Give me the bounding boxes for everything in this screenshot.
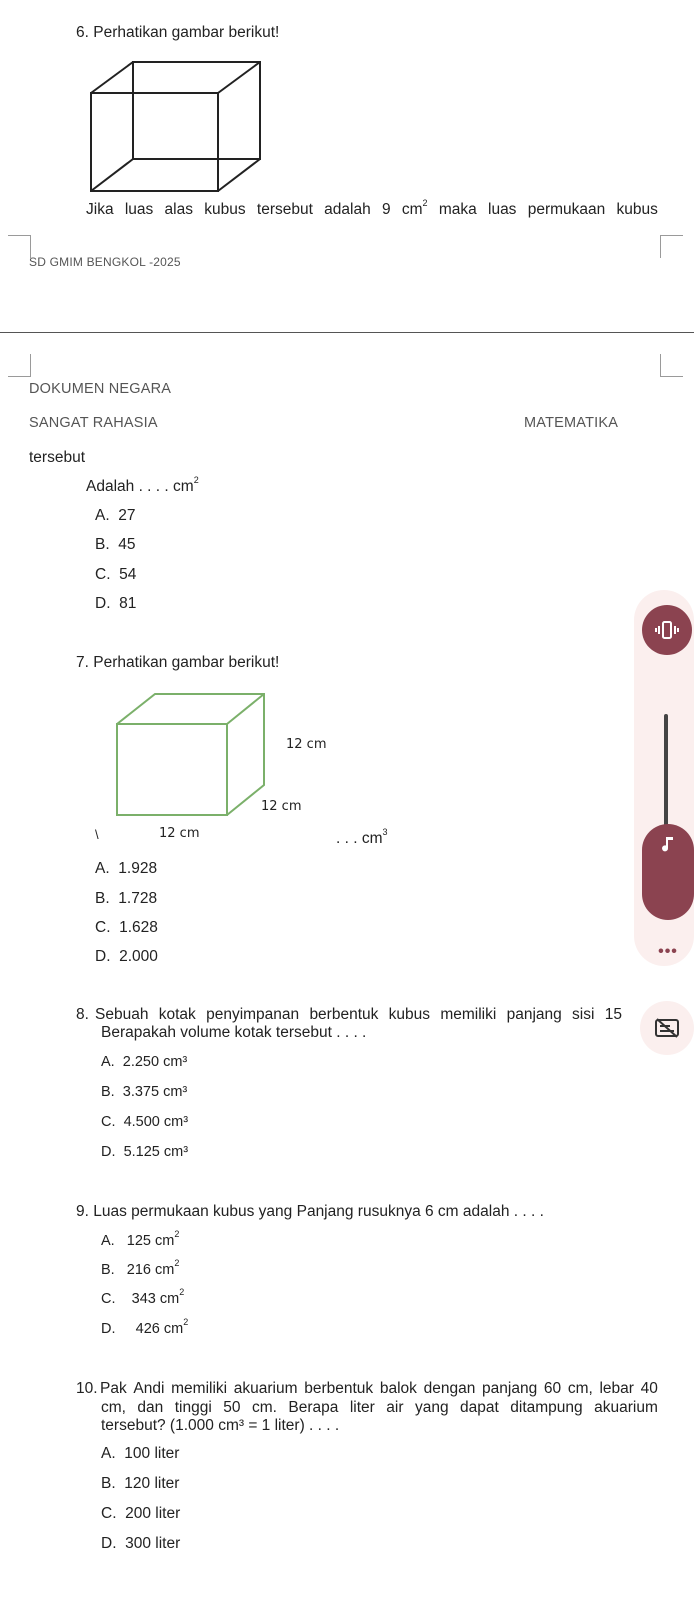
q6-number: 6.: [76, 24, 89, 41]
q6-option[interactable]: D. 81: [95, 595, 137, 612]
q6-word: kubus: [204, 201, 246, 218]
q8-question-line2: Berapakah volume kotak tersebut . . . .: [101, 1024, 367, 1041]
q6-title: [76, 24, 279, 42]
crop-mark: [660, 354, 683, 377]
q6-word: Jika: [86, 201, 114, 218]
q7-stem: . . . $cm^3$: [336, 826, 388, 847]
q6-word: tersebut: [256, 201, 313, 218]
q7-prompt: Perhatikan gambar berikut!: [93, 654, 280, 671]
q7-stray-mark: \: [95, 827, 99, 842]
q6-word: maka: [438, 201, 477, 218]
q10-option[interactable]: B. 120 liter: [101, 1475, 180, 1492]
volume-slider-track[interactable]: [664, 714, 668, 834]
q7-label-width: 12 cm: [159, 826, 200, 841]
q9-option[interactable]: C. 343 $cm^2$: [101, 1287, 185, 1307]
q10-question-line3: tersebut? (1.000 cm³ = 1 liter) . . . .: [101, 1417, 340, 1434]
more-options-button[interactable]: •••: [658, 943, 678, 960]
header-secrecy-label: SANGAT RAHASIA: [29, 415, 158, 431]
q6-prompt: Perhatikan gambar berikut!: [93, 24, 280, 41]
q9-number: 9.: [76, 1203, 89, 1220]
q6-word: luas: [488, 201, 517, 218]
q6-cube-figure: [88, 58, 264, 196]
crop-mark: [8, 235, 31, 258]
q10-option[interactable]: D. 300 liter: [101, 1535, 181, 1552]
q7-number: 7.: [76, 654, 89, 671]
q10-question-line2: cm, dan tinggi 50 cm. Berapa liter air yang dapat ditampung akuarium: [101, 1399, 658, 1416]
q6-unit: $cm^2$: [401, 197, 428, 218]
captions-off-icon: [654, 1017, 680, 1039]
vibrate-icon: [655, 619, 679, 641]
header-subject: MATEMATIKA: [524, 415, 619, 431]
q8-option[interactable]: C. 4.500 cm³: [101, 1114, 189, 1130]
q6-question-line: [86, 197, 658, 219]
q10-option[interactable]: C. 200 liter: [101, 1505, 181, 1522]
q6-answer-stem: Adalah . . . . $cm^2$: [86, 474, 199, 495]
page-footer: SD GMIM BENGKOL -2025: [29, 255, 181, 269]
q8-option[interactable]: D. 5.125 cm³: [101, 1144, 189, 1160]
q7-label-height: 12 cm: [286, 737, 327, 752]
q7-option[interactable]: D. 2.000: [95, 948, 158, 965]
q6-word: permukaan: [527, 201, 606, 218]
q6-continuation: tersebut: [29, 449, 86, 466]
crop-mark: [8, 354, 31, 377]
volume-slider-thumb[interactable]: [642, 824, 694, 920]
live-caption-button[interactable]: [640, 1001, 694, 1055]
q10-number: 10.: [76, 1380, 98, 1397]
q7-option[interactable]: A. 1.928: [95, 860, 158, 877]
q7-label-depth: 12 cm: [261, 799, 302, 814]
q9-title: [76, 1203, 544, 1221]
q9-text: Luas permukaan kubus yang Panjang rusuknya 6 cm adalah . . . .: [93, 1203, 544, 1220]
q6-word: adalah: [324, 201, 371, 218]
page-divider: [0, 332, 694, 333]
q8-number: 8.: [76, 1006, 89, 1023]
q7-option[interactable]: B. 1.728: [95, 890, 158, 907]
q6-word: 9: [381, 201, 391, 218]
q6-word: kubus: [616, 201, 658, 218]
q9-option[interactable]: D. 426 $cm^2$: [101, 1317, 189, 1337]
q7-option[interactable]: C. 1.628: [95, 919, 158, 936]
q9-option[interactable]: A. 125 $cm^2$: [101, 1229, 180, 1249]
q7-cube-figure: [114, 690, 269, 820]
q6-option[interactable]: C. 54: [95, 566, 137, 583]
q7-title: [76, 654, 279, 672]
q8-option[interactable]: A. 2.250 cm³: [101, 1054, 188, 1070]
q6-word: alas: [164, 201, 193, 218]
vibrate-mode-button[interactable]: [642, 605, 692, 655]
q9-option[interactable]: B. 216 $cm^2$: [101, 1258, 180, 1278]
q10-question-line1: Pak Andi memiliki akuarium berbentuk balok dengan panjang 60 cm, lebar 40: [100, 1380, 658, 1397]
q8-question-line: Sebuah kotak penyimpanan berbentuk kubus memiliki panjang sisi 15: [95, 1006, 622, 1023]
q10-option[interactable]: A. 100 liter: [101, 1445, 180, 1462]
q6-word: luas: [124, 201, 154, 218]
crop-mark: [660, 235, 683, 258]
q6-option[interactable]: B. 45: [95, 536, 136, 553]
music-note-icon: [661, 836, 675, 852]
header-doc-label: DOKUMEN NEGARA: [29, 381, 172, 397]
q6-option[interactable]: A. 27: [95, 507, 136, 524]
q8-option[interactable]: B. 3.375 cm³: [101, 1084, 188, 1100]
